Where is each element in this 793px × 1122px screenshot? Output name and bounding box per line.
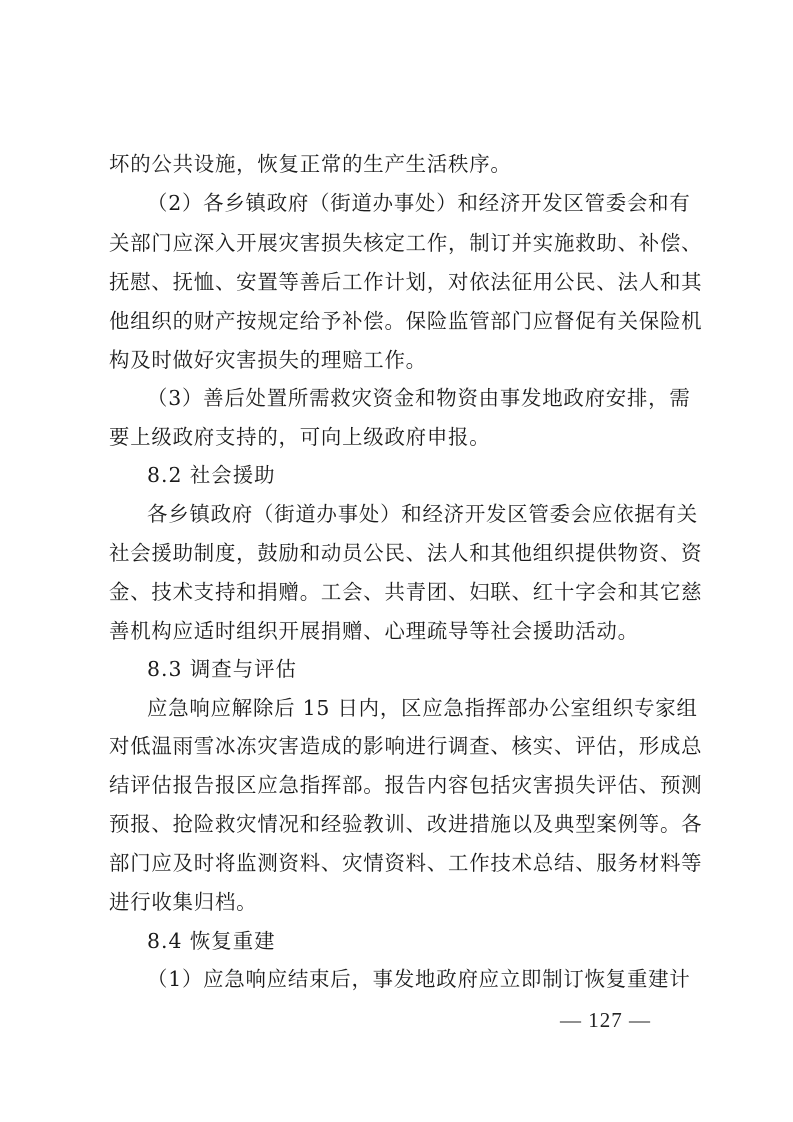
paragraph-line: 坏的公共设施，恢复正常的生产生活秩序。 (109, 152, 512, 176)
paragraph-line: 结评估报告报区应急指挥部。报告内容包括灾害损失评估、预测 (109, 773, 703, 797)
paragraph-line: 应急响应解除后 15 日内，区应急指挥部办公室组织专家组 (147, 696, 698, 720)
page-number: — 127 — (560, 1008, 651, 1032)
paragraph-line: 社会援助制度，鼓励和动员公民、法人和其他组织提供物资、资 (109, 541, 703, 565)
paragraph-line: 进行收集归档。 (109, 890, 258, 914)
paragraph-line: 预报、抢险救灾情况和经验教训、改进措施以及典型案例等。各 (109, 812, 703, 836)
paragraph-line: 抚慰、抚恤、安置等善后工作计划，对依法征用公民、法人和其 (109, 270, 703, 294)
paragraph-line: 他组织的财产按规定给予补偿。保险监管部门应督促有关保险机 (109, 309, 703, 333)
paragraph-line: 金、技术支持和捐赠。工会、共青团、妇联、红十字会和其它慈 (109, 580, 703, 604)
paragraph-line: 部门应及时将监测资料、灾情资料、工作技术总结、服务材料等 (109, 851, 703, 875)
paragraph-line: （3）善后处置所需救灾资金和物资由事发地政府安排，需 (147, 386, 691, 410)
section-heading: 8.3 调查与评估 (147, 657, 297, 681)
paragraph-line: 善机构应适时组织开展捐赠、心理疏导等社会援助活动。 (109, 619, 639, 643)
paragraph-line: 关部门应深入开展灾害损失核定工作，制订并实施救助、补偿、 (109, 231, 703, 255)
section-heading: 8.2 社会援助 (147, 463, 276, 487)
paragraph-line: 对低温雨雪冰冻灾害造成的影响进行调查、核实、评估，形成总 (109, 734, 703, 758)
paragraph-line: （1）应急响应结束后，事发地政府应立即制订恢复重建计 (147, 967, 691, 991)
section-heading: 8.4 恢复重建 (147, 929, 276, 953)
paragraph-line: （2）各乡镇政府（街道办事处）和经济开发区管委会和有 (147, 191, 691, 215)
paragraph-line: 构及时做好灾害损失的理赔工作。 (109, 348, 427, 372)
paragraph-line: 要上级政府支持的，可向上级政府申报。 (109, 425, 491, 449)
paragraph-line: 各乡镇政府（街道办事处）和经济开发区管委会应依据有关 (147, 502, 698, 526)
